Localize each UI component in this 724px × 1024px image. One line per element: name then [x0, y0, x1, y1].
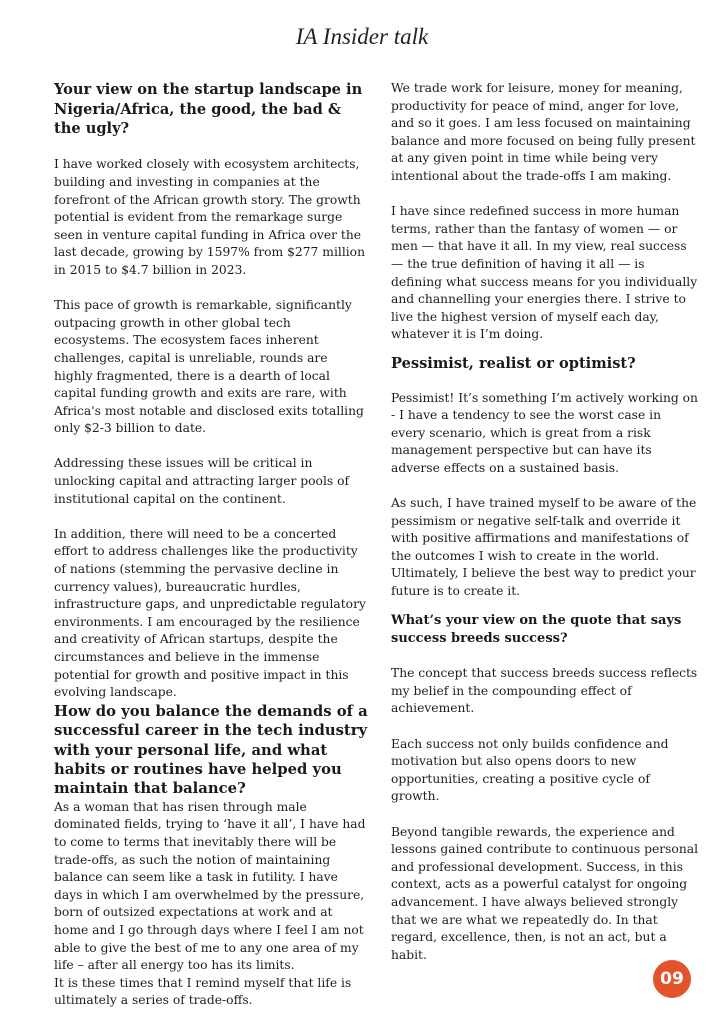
answer-paragraph: Each success not only builds confidence and motivation but also opens doors to new opportunities, creating a positive cycle of growth.	[391, 736, 669, 804]
answer-paragraph: This pace of growth is remarkable, significantly outpacing growth in other global tech ecosystems. The ecosystem faces inherent challenges, capital is unreliable, rounds are highly fragmented, there is a dearth of local capital funding growth and exits are rare, with Africa's most notable and disclosed exits totalling only $2-3 billion to date.	[54, 298, 364, 436]
question-startup-landscape: Your view on the startup landscape in Nigeria/Africa, the good, the bad & the ugly?	[54, 81, 363, 138]
answer-paragraph: We trade work for leisure, money for meaning, productivity for peace of mind, anger for love, and so it goes. I am less focused on maintaining balance and more focused on being fully present at any given point in time while being very intentional about the trade-offs I am making.	[391, 81, 696, 183]
right-column	[391, 80, 699, 982]
answer-paragraph: It is these times that I remind myself that life is ultimately a series of trade-offs.	[54, 975, 352, 1008]
answer-paragraph: As a woman that has risen through male dominated fields, trying to ‘have it all’, I have had to come to terms that inevitably there will be trade-offs, as such the notion of maintaining balance can seem like a task in futility. I have days in which I am overwhelmed by the pressure, born of outsized expectations at work and at home and I go through days where I feel I am not able to give the best of me to any one area of my life – after all energy too has its limits.	[54, 799, 366, 973]
answer-paragraph: I have worked closely with ecosystem architects, building and investing in companies at the forefront of the African growth story. The growth potential is evident from the remarkage surge seen in venture capital funding in Africa over the last decade, growing by 1597% from $277 million in 2015 to $4.7 billion in 2023.	[54, 157, 366, 277]
answer-paragraph: In addition, there will need to be a concerted effort to address challenges like the productivity of nations (stemming the pervasive decline in currency values), bureaucratic hurdles, infrastructure gaps, and unpredictable regulatory environments. I am encouraged by the resilience and creativity of African startups, despite the circumstances and believe in the immense potential for growth and positive impact in this evolving landscape.	[54, 526, 366, 700]
answer-paragraph: Pessimist! It’s something I’m actively working on - I have a tendency to see the worst case in every scenario, which is great from a risk management perspective but can have its adverse effects on a sustained basis.	[391, 390, 698, 475]
answer-paragraph: Addressing these issues will be critical in unlocking capital and attracting larger pools of institutional capital on the continent.	[54, 456, 350, 506]
left-column	[54, 80, 368, 1010]
answer-paragraph: The concept that success breeds success reflects my belief in the compounding effect of achievement.	[391, 666, 698, 716]
question-work-life-balance: How do you balance the demands of a successful career in the tech industry with your personal life, and what habits or routines have helped you maintain that balance?	[54, 702, 368, 798]
page-header-title: IA Insider talk	[295, 24, 429, 49]
answer-paragraph: As such, I have trained myself to be aware of the pessimism or negative self-talk and override it with positive affirmations and manifestations of the outcomes I wish to create in the world. Ultimately, I believe the best way to predict your future is to create it.	[391, 496, 697, 599]
answer-paragraph: Beyond tangible rewards, the experience and lessons gained contribute to continuous personal and professional development. Success, in this context, acts as a powerful catalyst for ongoing advancement. I have always believed strongly that we are what we repeatedly do. In that regard, excellence, then, is not an act, but a habit.	[391, 824, 699, 962]
answer-paragraph: I have since redefined success in more human terms, rather than the fantasy of women — or men — that have it all. In my view, real success — the true definition of having it all — is defining what success means for you individually and channelling your energies there. I strive to live the highest version of myself each day, whatever it is I’m doing.	[391, 204, 698, 342]
question-success-breeds-success: What’s your view on the quote that says success breeds success?	[391, 612, 682, 646]
question-pessimist-realist-optimist: Pessimist, realist or optimist?	[391, 354, 636, 372]
page-number-badge: 09	[653, 960, 691, 998]
